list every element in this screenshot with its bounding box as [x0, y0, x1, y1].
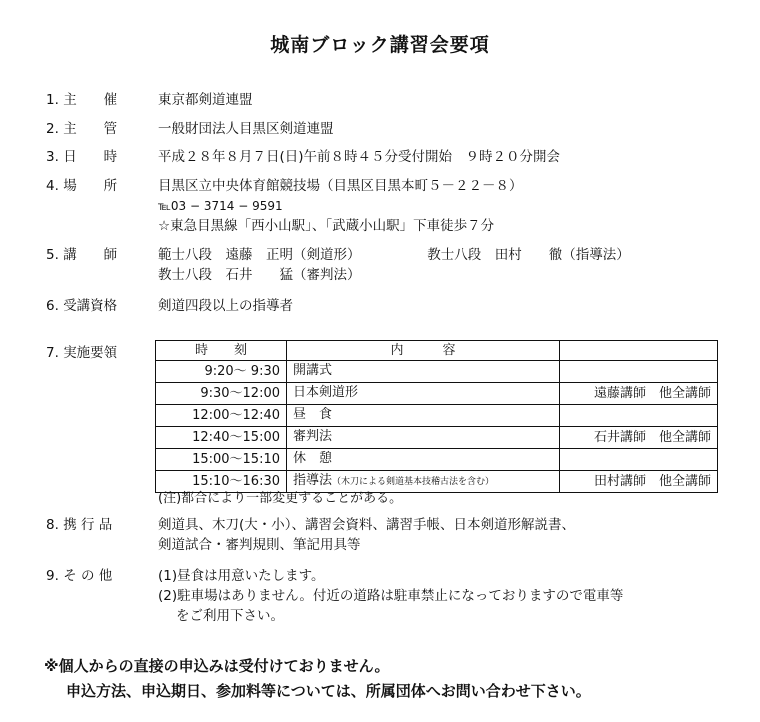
item-label: 携 行 品: [63, 517, 113, 533]
document-title: 城南ブロック講習会要項: [270, 34, 490, 56]
other-line: (2)駐車場はありません。付近の道路は駐車禁止になっておりますので電車等: [158, 588, 624, 604]
item-label: 日 時: [63, 149, 118, 165]
venue-access: ☆東急目黒線「西小山駅」、「武蔵小山駅」下車徒歩７分: [158, 218, 495, 234]
row-lecturer: 田村講師 他全講師: [560, 471, 718, 493]
row-time: 15:00～15:10: [156, 449, 287, 471]
item-value: 平成２８年８月７日(日)午前８時４５分受付開始 ９時２０分開会: [158, 149, 561, 165]
row-content: 指導法（木刀による剣道基本技稽古法を含む）: [287, 471, 560, 493]
other-line: (1)昼食は用意いたします。: [158, 568, 325, 584]
row-lecturer: [560, 361, 718, 383]
item-label: 主 催: [63, 92, 118, 108]
belongings-line: 剣道試合・審判規則、筆記用具等: [158, 537, 361, 553]
table-header-row: [156, 341, 718, 361]
item-number: 6.: [46, 298, 59, 314]
row-content: 日本剣道形: [287, 383, 560, 405]
row-content: 休 憩: [287, 449, 560, 471]
item-number: 5.: [46, 247, 59, 263]
row-content: 昼 食: [287, 405, 560, 427]
row-time: 15:10～16:30: [156, 471, 287, 493]
item-label: 場 所: [63, 178, 118, 194]
row-time: 9:20～ 9:30: [156, 361, 287, 383]
row-lecturer: [560, 449, 718, 471]
row-time: 9:30～12:00: [156, 383, 287, 405]
item-label: 受講資格: [63, 298, 118, 314]
row-lecturer: 遠藤講師 他全講師: [560, 383, 718, 405]
row-content: 開講式: [287, 361, 560, 383]
row-lecturer: 石井講師 他全講師: [560, 427, 718, 449]
item-number: 3.: [46, 149, 59, 165]
item-number: 1.: [46, 92, 59, 108]
footer-notice: ※個人からの直接の申込みは受付けておりません。: [44, 657, 390, 675]
item-number: 4.: [46, 178, 59, 194]
item-label: 講 師: [63, 247, 118, 263]
footer-inquiry: 申込方法、申込期日、参加料等については、所属団体へお問い合わせ下さい。: [66, 682, 591, 700]
item-number: 8.: [46, 517, 59, 533]
table-row: [156, 449, 718, 471]
item-value: 一般財団法人目黒区剣道連盟: [158, 121, 334, 137]
item-value: 東京都剣道連盟: [158, 92, 253, 108]
table-row: [156, 405, 718, 427]
belongings-line: 剣道具、木刀(大・小）、講習会資料、講習手帳、日本剣道形解説書、: [158, 517, 576, 533]
table-row: [156, 383, 718, 405]
item-number: 7.: [46, 345, 59, 361]
item-label: 主 管: [63, 121, 118, 137]
row-time: 12:00～12:40: [156, 405, 287, 427]
item-number: 9.: [46, 568, 59, 584]
row-content: 審判法: [287, 427, 560, 449]
header-lecturer: [560, 341, 718, 361]
lecturer-endo: 範士八段 遠藤 正明（剣道形）: [158, 247, 361, 263]
lecturer-tamura: 教士八段 田村 徹（指導法）: [427, 247, 630, 263]
schedule-remark: (注)都合により一部変更することがある。: [158, 491, 403, 506]
table-row: [156, 427, 718, 449]
lecturer-ishii: 教士八段 石井 猛（審判法）: [158, 267, 361, 283]
header-time: 時 刻: [156, 341, 287, 361]
item-number: 2.: [46, 121, 59, 137]
item-value: 剣道四段以上の指導者: [158, 298, 293, 314]
schedule-table: [155, 340, 718, 493]
row-time: 12:40～15:00: [156, 427, 287, 449]
row-lecturer: [560, 405, 718, 427]
other-line: をご利用下さい。: [176, 608, 284, 624]
header-content: 内 容: [287, 341, 560, 361]
table-row: [156, 361, 718, 383]
item-label: そ の 他: [63, 568, 113, 584]
venue-address: 目黒区立中央体育館競技場（目黒区目黒本町５－２２－８）: [158, 178, 523, 194]
item-label: 実施要領: [63, 345, 118, 361]
venue-phone: ℡03 − 3714 − 9591: [158, 199, 283, 213]
